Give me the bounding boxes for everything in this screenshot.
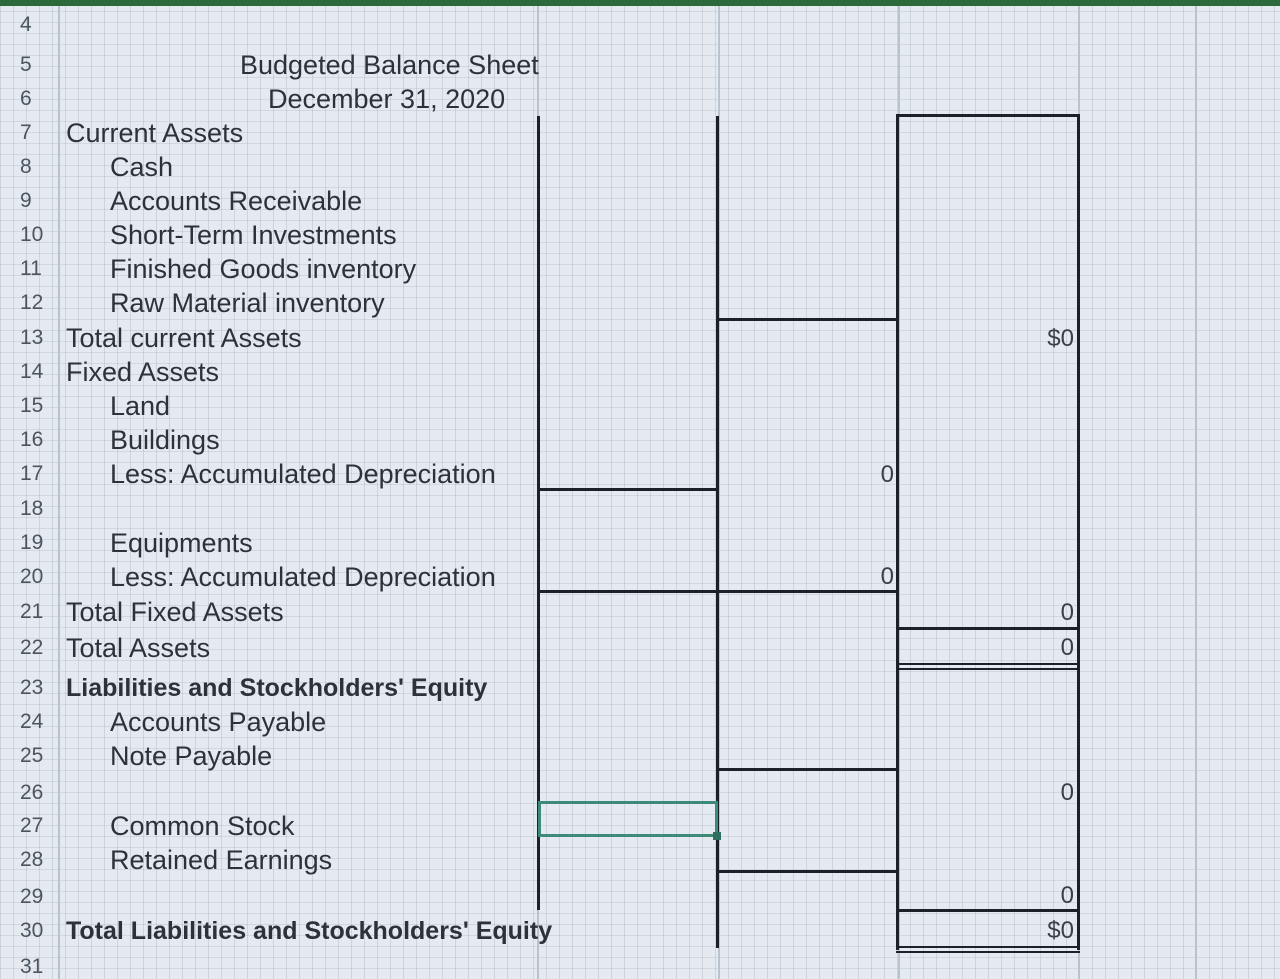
value-total-liabilities[interactable]: 0	[1060, 779, 1074, 806]
border-line	[896, 627, 1080, 630]
border-line	[719, 768, 896, 771]
label-note-payable[interactable]: Note Payable	[110, 741, 273, 771]
label-accounts-receivable[interactable]: Accounts Receivable	[110, 186, 363, 216]
value-total-liabilities-equity[interactable]: $0	[1047, 917, 1074, 944]
row-number[interactable]: 22	[20, 636, 44, 659]
label-total-assets[interactable]: Total Assets	[66, 633, 211, 663]
label-raw-material-inventory[interactable]: Raw Material inventory	[110, 288, 385, 318]
border-line	[896, 114, 899, 950]
border-line	[1077, 114, 1080, 950]
label-equipments[interactable]: Equipments	[110, 528, 253, 558]
row-number[interactable]: 8	[20, 155, 32, 178]
border-line	[896, 663, 1080, 665]
row-number[interactable]: 7	[20, 121, 32, 144]
label-total-fixed-assets[interactable]: Total Fixed Assets	[66, 597, 284, 627]
label-cash[interactable]: Cash	[110, 152, 174, 182]
top-border	[0, 0, 1280, 6]
border-line	[896, 114, 1080, 117]
column-divider	[58, 6, 60, 979]
value-acc-dep-equipments[interactable]: 0	[880, 563, 894, 590]
border-line	[719, 590, 896, 593]
label-accounts-payable[interactable]: Accounts Payable	[110, 707, 327, 737]
selected-cell[interactable]	[538, 801, 718, 837]
row-number[interactable]: 9	[20, 189, 32, 212]
row-number[interactable]: 10	[20, 223, 44, 246]
border-line	[540, 488, 718, 491]
row-number[interactable]: 20	[20, 565, 44, 588]
border-line	[896, 668, 1080, 670]
row-number[interactable]: 17	[20, 462, 44, 485]
row-number[interactable]: 26	[20, 781, 44, 804]
value-total-current-assets[interactable]: $0	[1047, 325, 1074, 352]
value-acc-dep-buildings[interactable]: 0	[880, 461, 894, 488]
border-line	[896, 951, 1080, 953]
row-number[interactable]: 27	[20, 814, 44, 837]
row-number[interactable]: 29	[20, 885, 44, 908]
row-number[interactable]: 19	[20, 531, 44, 554]
label-fixed-assets[interactable]: Fixed Assets	[66, 357, 220, 387]
row-number[interactable]: 5	[20, 53, 32, 76]
label-total-liabilities-equity[interactable]: Total Liabilities and Stockholders' Equity	[66, 917, 553, 945]
row-number[interactable]: 13	[20, 326, 44, 349]
sheet-subtitle[interactable]: December 31, 2020	[268, 84, 506, 114]
label-less-acc-dep-equipments[interactable]: Less: Accumulated Depreciation	[110, 562, 496, 592]
label-total-current-assets[interactable]: Total current Assets	[66, 323, 302, 353]
border-line	[719, 870, 896, 873]
label-liabilities-equity[interactable]: Liabilities and Stockholders' Equity	[66, 674, 488, 702]
label-common-stock[interactable]: Common Stock	[110, 811, 295, 841]
row-number[interactable]: 11	[20, 257, 42, 280]
row-number[interactable]: 4	[20, 13, 32, 36]
row-number[interactable]: 21	[20, 600, 44, 623]
column-divider	[1195, 6, 1197, 979]
row-number[interactable]: 24	[20, 710, 44, 733]
row-number[interactable]: 15	[20, 394, 44, 417]
row-number[interactable]: 6	[20, 87, 32, 110]
value-total-assets[interactable]: 0	[1060, 634, 1074, 661]
value-total-fixed-assets[interactable]: 0	[1060, 599, 1074, 626]
label-retained-earnings[interactable]: Retained Earnings	[110, 845, 333, 875]
label-land[interactable]: Land	[110, 391, 171, 421]
sheet-title[interactable]: Budgeted Balance Sheet	[240, 50, 539, 80]
fill-handle[interactable]	[713, 832, 721, 840]
border-line	[540, 590, 718, 593]
label-current-assets[interactable]: Current Assets	[66, 118, 244, 148]
row-number[interactable]: 31	[20, 955, 44, 978]
label-finished-goods-inventory[interactable]: Finished Goods inventory	[110, 254, 417, 284]
border-line	[719, 318, 896, 321]
row-number[interactable]: 25	[20, 744, 44, 767]
row-number[interactable]: 23	[20, 676, 44, 699]
row-number[interactable]: 12	[20, 291, 44, 314]
border-line	[896, 909, 1080, 912]
row-number[interactable]: 18	[20, 497, 44, 520]
label-short-term-investments[interactable]: Short-Term Investments	[110, 220, 397, 250]
row-number[interactable]: 16	[20, 428, 44, 451]
label-buildings[interactable]: Buildings	[110, 425, 220, 455]
value-total-equity[interactable]: 0	[1060, 882, 1074, 909]
row-number[interactable]: 30	[20, 919, 44, 942]
row-number[interactable]: 14	[20, 360, 44, 383]
row-number[interactable]: 28	[20, 848, 44, 871]
label-less-acc-dep-buildings[interactable]: Less: Accumulated Depreciation	[110, 459, 496, 489]
border-line	[896, 946, 1080, 948]
border-line	[537, 116, 540, 910]
